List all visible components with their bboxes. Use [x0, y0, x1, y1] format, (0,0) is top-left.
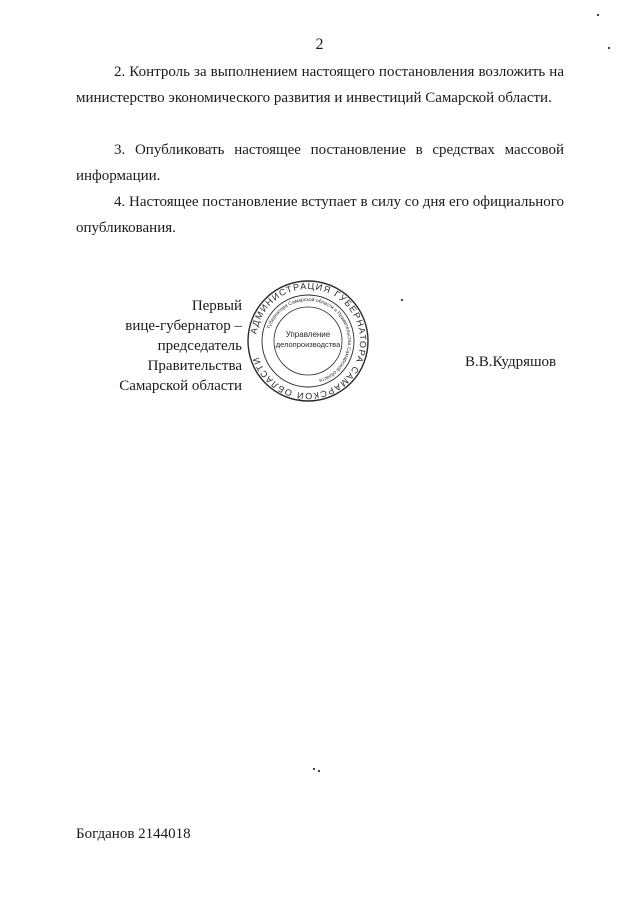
signer-name: В.В.Кудряшов [465, 354, 557, 370]
seal-center-line: делопроизводства [275, 340, 341, 349]
signer-position-line: председатель Правительства [147, 338, 242, 374]
signer-position [80, 296, 242, 396]
scan-speck [401, 299, 403, 301]
scan-speck [597, 14, 599, 16]
paragraph-effective: 4. Настоящее постановление вступает в силу со дня его официального опубликования. [76, 194, 564, 236]
seal-center-line: Управление [285, 330, 331, 339]
signer-position-line: Первый [191, 298, 242, 314]
scan-speck [318, 770, 320, 772]
scan-speck [313, 768, 315, 770]
page-number: 2 [315, 36, 324, 53]
seal-inner-text: Губернатора Самарской области и Правительства Самарской области [266, 296, 353, 384]
signer-position-line: Самарской области [119, 378, 242, 394]
seal-outer-text: АДМИНИСТРАЦИЯ ГУБЕРНАТОРА САМАРСКОЙ ОБЛАСТИ [248, 280, 369, 402]
paragraph-publish: 3. Опубликовать настоящее постановление в средствах массовой информации. [76, 142, 564, 184]
signer-position-line: вице-губернатор – [125, 318, 242, 334]
scan-speck [608, 47, 610, 49]
paragraph-control: 2. Контроль за выполнением настоящего постановления возложить на министерство экономического развития и инвестиций Самарской области. [76, 64, 564, 106]
footer-executor-note: Богданов 2144018 [76, 826, 191, 842]
official-seal [246, 279, 370, 403]
